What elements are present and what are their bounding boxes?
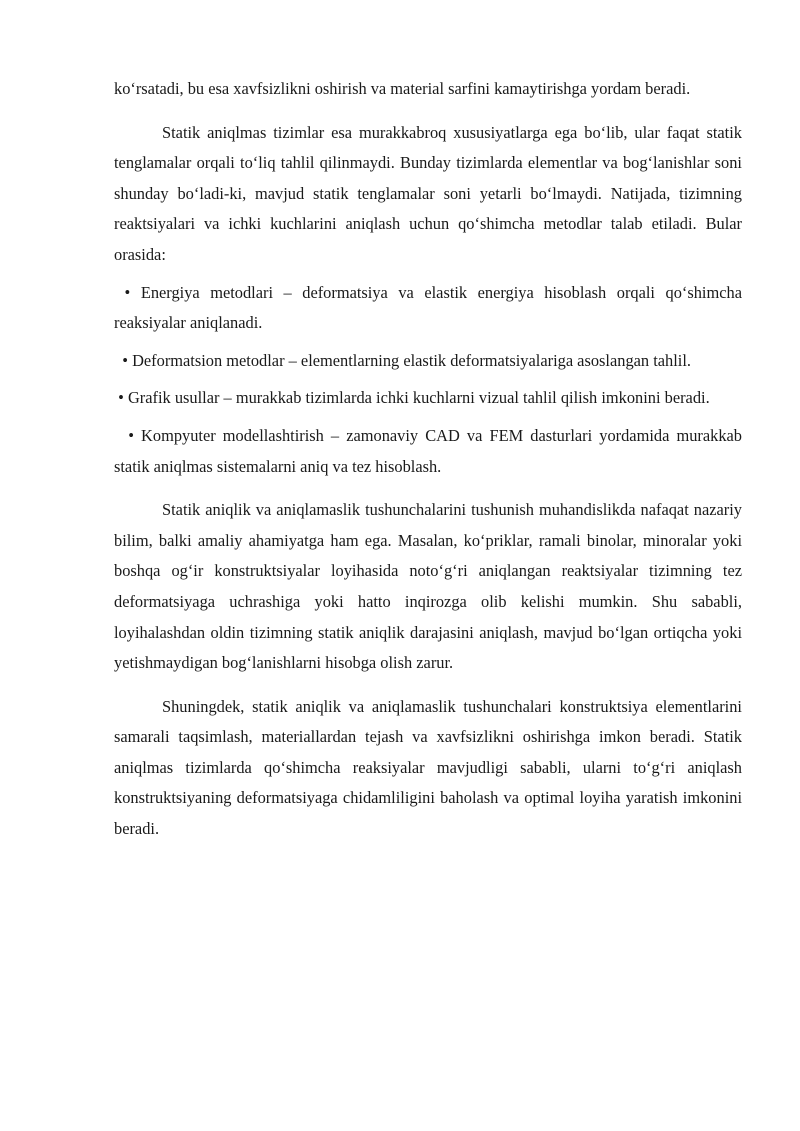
paragraph-indeterminate-systems: Statik aniqlmas tizimlar esa murakkabroq xususiyatlarga ega bo‘lib, ular faqat statik tenglamalar orqali to‘liq tahlil qilinmaydi. Bunday tizimlarda elementlar va bog‘lanishlar soni shunday bo‘ladi-ki, mavjud statik tenglamalar soni yetarli bo‘lmaydi. Natijada, tizimning reaktsiyalari va ichki kuchlarini aniqlash uchun qo‘shimcha metodlar talab etiladi. Bular orasida: (114, 122, 742, 264)
bullet-marker: • (124, 282, 131, 302)
bullet-marker: • (128, 425, 134, 445)
paragraph-engineering-importance: Statik aniqlik va aniqlamaslik tushunchalarini tushunish muhandislikda nafaqat nazariy bilim, balki amaliy ahamiyatga ham ega. Masalan, ko‘priklar, ramali binolar, minoralar yoki boshqa og‘ir konstruktsiyalar loyihasida noto‘g‘ri aniqlangan reaktsiyalar tizimning tez deformatsiyaga uchrashiga yoki hatto inqirozga olib kelishi mumkin. Shu sababli, loyihalashdan oldin tizimning statik aniqlik darajasini aniqlash, mavjud bo‘lgan ortiqcha yoki yetishmaydigan bog‘lanishlarni hisobga olish zarur. (114, 500, 742, 673)
bullet-item-computer-modeling (114, 421, 742, 482)
continuation-paragraph: ko‘rsatadi, bu esa xavfsizlikni oshirish va material sarfini kamaytirishga yordam beradi. (114, 79, 691, 98)
bullet-item-deformation-methods (114, 346, 742, 377)
document-page (114, 74, 742, 845)
bullet-marker: • (122, 350, 128, 370)
bullet-text: Energiya metodlari – deformatsiya va elastik energiya hisoblash orqali qo‘shimcha reaksiyalar aniqlanadi. (114, 282, 742, 333)
bullet-text: Kompyuter modellashtirish – zamonaviy CAD va FEM dasturlari yordamida murakkab statik aniqlmas sistemalarni aniq va tez hisoblash. (114, 425, 742, 476)
bullet-item-energy-methods (114, 278, 742, 339)
paragraph-material-efficiency: Shuningdek, statik aniqlik va aniqlamaslik tushunchalari konstruktsiya elementlarini samarali taqsimlash, materiallardan tejash va xavfsizlikni oshirishga imkon beradi. Statik aniqlmas tizimlarda qo‘shimcha reaksiyalar mavjudligi sababli, ularni to‘g‘ri aniqlash konstruktsiyaning deformatsiyaga chidamliligini baholash va optimal loyiha yaratish imkonini beradi. (114, 696, 742, 839)
bullet-text: Deformatsion metodlar – elementlarning elastik deformatsiyalariga asoslangan tahlil. (132, 350, 691, 370)
bullet-text: Grafik usullar – murakkab tizimlarda ichki kuchlarni vizual tahlil qilish imkonini beradi. (127, 388, 710, 408)
bullet-marker: • (118, 388, 124, 408)
bullet-item-graphic-methods (114, 383, 742, 414)
